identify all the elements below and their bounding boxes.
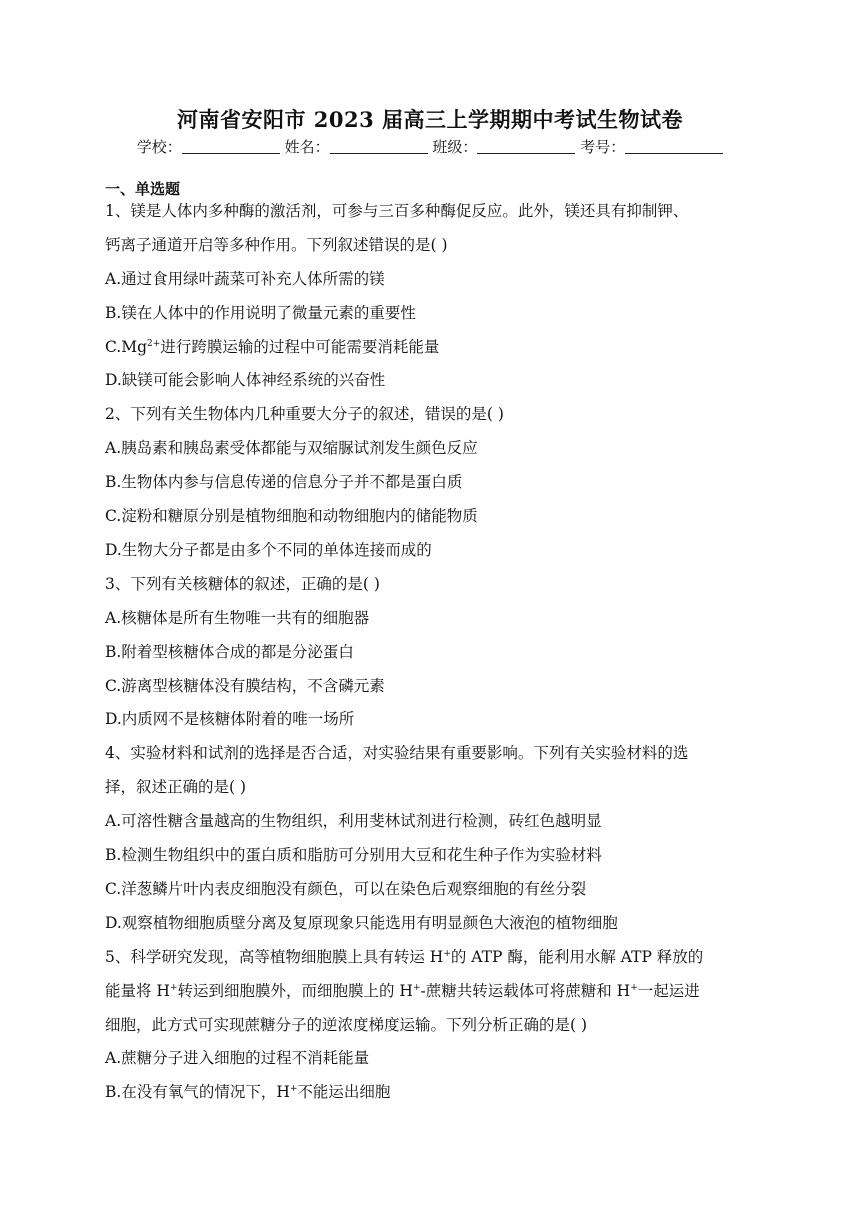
q3-option-c: C.游离型核糖体没有膜结构，不含磷元素 bbox=[105, 677, 385, 695]
q5-line1-prefix: 5、科学研究发现，高等植物细胞膜上具有转运 H bbox=[105, 948, 444, 966]
q5-line2-part-c: -蔗糖共转运载体可将蔗糖和 H bbox=[420, 982, 631, 1000]
q1-option-b: B.镁在人体中的作用说明了微量元素的重要性 bbox=[105, 304, 416, 322]
q2-stem: 2、下列有关生物体内几种重要大分子的叙述，错误的是( ) bbox=[105, 405, 504, 423]
q1-option-d: D.缺镁可能会影响人体神经系统的兴奋性 bbox=[105, 371, 386, 389]
q2-option-a: A.胰岛素和胰岛素受体都能与双缩脲试剂发生颜色反应 bbox=[105, 439, 478, 457]
q5-option-b-text: 不能运出细胞 bbox=[297, 1083, 391, 1101]
q4-stem-line2: 择，叙述正确的是( ) bbox=[105, 778, 247, 796]
exam-number-label: 考号： bbox=[580, 138, 626, 156]
q1-stem-line1: 1、镁是人体内多种酶的激活剂，可参与三百多种酶促反应。此外，镁还具有抑制钾、 bbox=[105, 202, 689, 220]
q5-option-a: A.蔗糖分子进入细胞的过程不消耗能量 bbox=[105, 1049, 370, 1067]
section-title: 一、单选题 bbox=[105, 180, 181, 198]
q5-stem-line2 bbox=[105, 981, 765, 1001]
q5-stem-line1 bbox=[105, 947, 765, 967]
q5-line2-sup-1: + bbox=[169, 983, 178, 993]
q4-option-b: B.检测生物组织中的蛋白质和脂肪可分别用大豆和花生种子作为实验材料 bbox=[105, 846, 602, 864]
q5-line1-superscript: + bbox=[443, 949, 451, 959]
q5-line2-part-a: 能量将 H bbox=[105, 982, 170, 1000]
q1-option-c bbox=[105, 337, 765, 357]
exam-title: 河南省安阳市 2023 届高三上学期期中考试生物试卷 bbox=[176, 107, 684, 132]
q5-line2-sup-2: + bbox=[412, 983, 421, 993]
q5-option-b bbox=[105, 1082, 765, 1102]
student-info-line bbox=[0, 136, 860, 157]
class-blank[interactable] bbox=[477, 139, 575, 154]
q5-line2-part-b: 转运到细胞膜外，而细胞膜上的 H bbox=[177, 982, 413, 1000]
q3-option-a: A.核糖体是所有生物唯一共有的细胞器 bbox=[105, 609, 370, 627]
q4-option-d: D.观察植物细胞质壁分离及复原现象只能选用有明显颜色大液泡的植物细胞 bbox=[105, 914, 618, 932]
q2-option-d: D.生物大分子都是由多个不同的单体连接而成的 bbox=[105, 541, 432, 559]
q5-option-b-superscript: + bbox=[289, 1084, 298, 1094]
class-label: 班级： bbox=[432, 138, 478, 156]
q1-option-c-text: 进行跨膜运输的过程中可能需要消耗能量 bbox=[160, 338, 440, 356]
q3-option-b: B.附着型核糖体合成的都是分泌蛋白 bbox=[105, 643, 354, 661]
exam-number-blank[interactable] bbox=[625, 139, 723, 154]
q5-option-b-prefix: B.在没有氧气的情况下，H bbox=[105, 1083, 290, 1101]
q1-option-c-prefix: C.Mg bbox=[105, 338, 148, 356]
name-blank[interactable] bbox=[330, 139, 428, 154]
q5-line2-sup-3: + bbox=[630, 983, 638, 993]
q1-option-a: A.通过食用绿叶蔬菜可补充人体所需的镁 bbox=[105, 270, 385, 288]
q2-option-c: C.淀粉和糖原分别是植物细胞和动物细胞内的储能物质 bbox=[105, 507, 478, 525]
school-blank[interactable] bbox=[182, 139, 280, 154]
q4-option-a: A.可溶性糖含量越高的生物组织，利用斐林试剂进行检测，砖红色越明显 bbox=[105, 812, 602, 830]
school-label: 学校： bbox=[136, 138, 182, 156]
q1-stem-line2: 钙离子通道开启等多种作用。下列叙述错误的是( ) bbox=[105, 236, 448, 254]
q5-line2-part-d: 一起运进 bbox=[637, 982, 700, 1000]
q3-stem: 3、下列有关核糖体的叙述，正确的是( ) bbox=[105, 575, 380, 593]
q4-option-c: C.洋葱鳞片叶内表皮细胞没有颜色，可以在染色后观察细胞的有丝分裂 bbox=[105, 880, 587, 898]
q4-stem-line1: 4、实验材料和试剂的选择是否合适，对实验结果有重要影响。下列有关实验材料的选 bbox=[105, 744, 689, 762]
name-label: 姓名： bbox=[284, 138, 330, 156]
q3-option-d: D.内质网不是核糖体附着的唯一场所 bbox=[105, 710, 355, 728]
q5-line1-suffix: 的 ATP 酶，能利用水解 ATP 释放的 bbox=[450, 948, 704, 966]
q2-option-b: B.生物体内参与信息传递的信息分子并不都是蛋白质 bbox=[105, 473, 463, 491]
q1-option-c-superscript: 2+ bbox=[147, 339, 161, 349]
q5-stem-line3: 细胞，此方式可实现蔗糖分子的逆浓度梯度运输。下列分析正确的是( ) bbox=[105, 1016, 588, 1034]
